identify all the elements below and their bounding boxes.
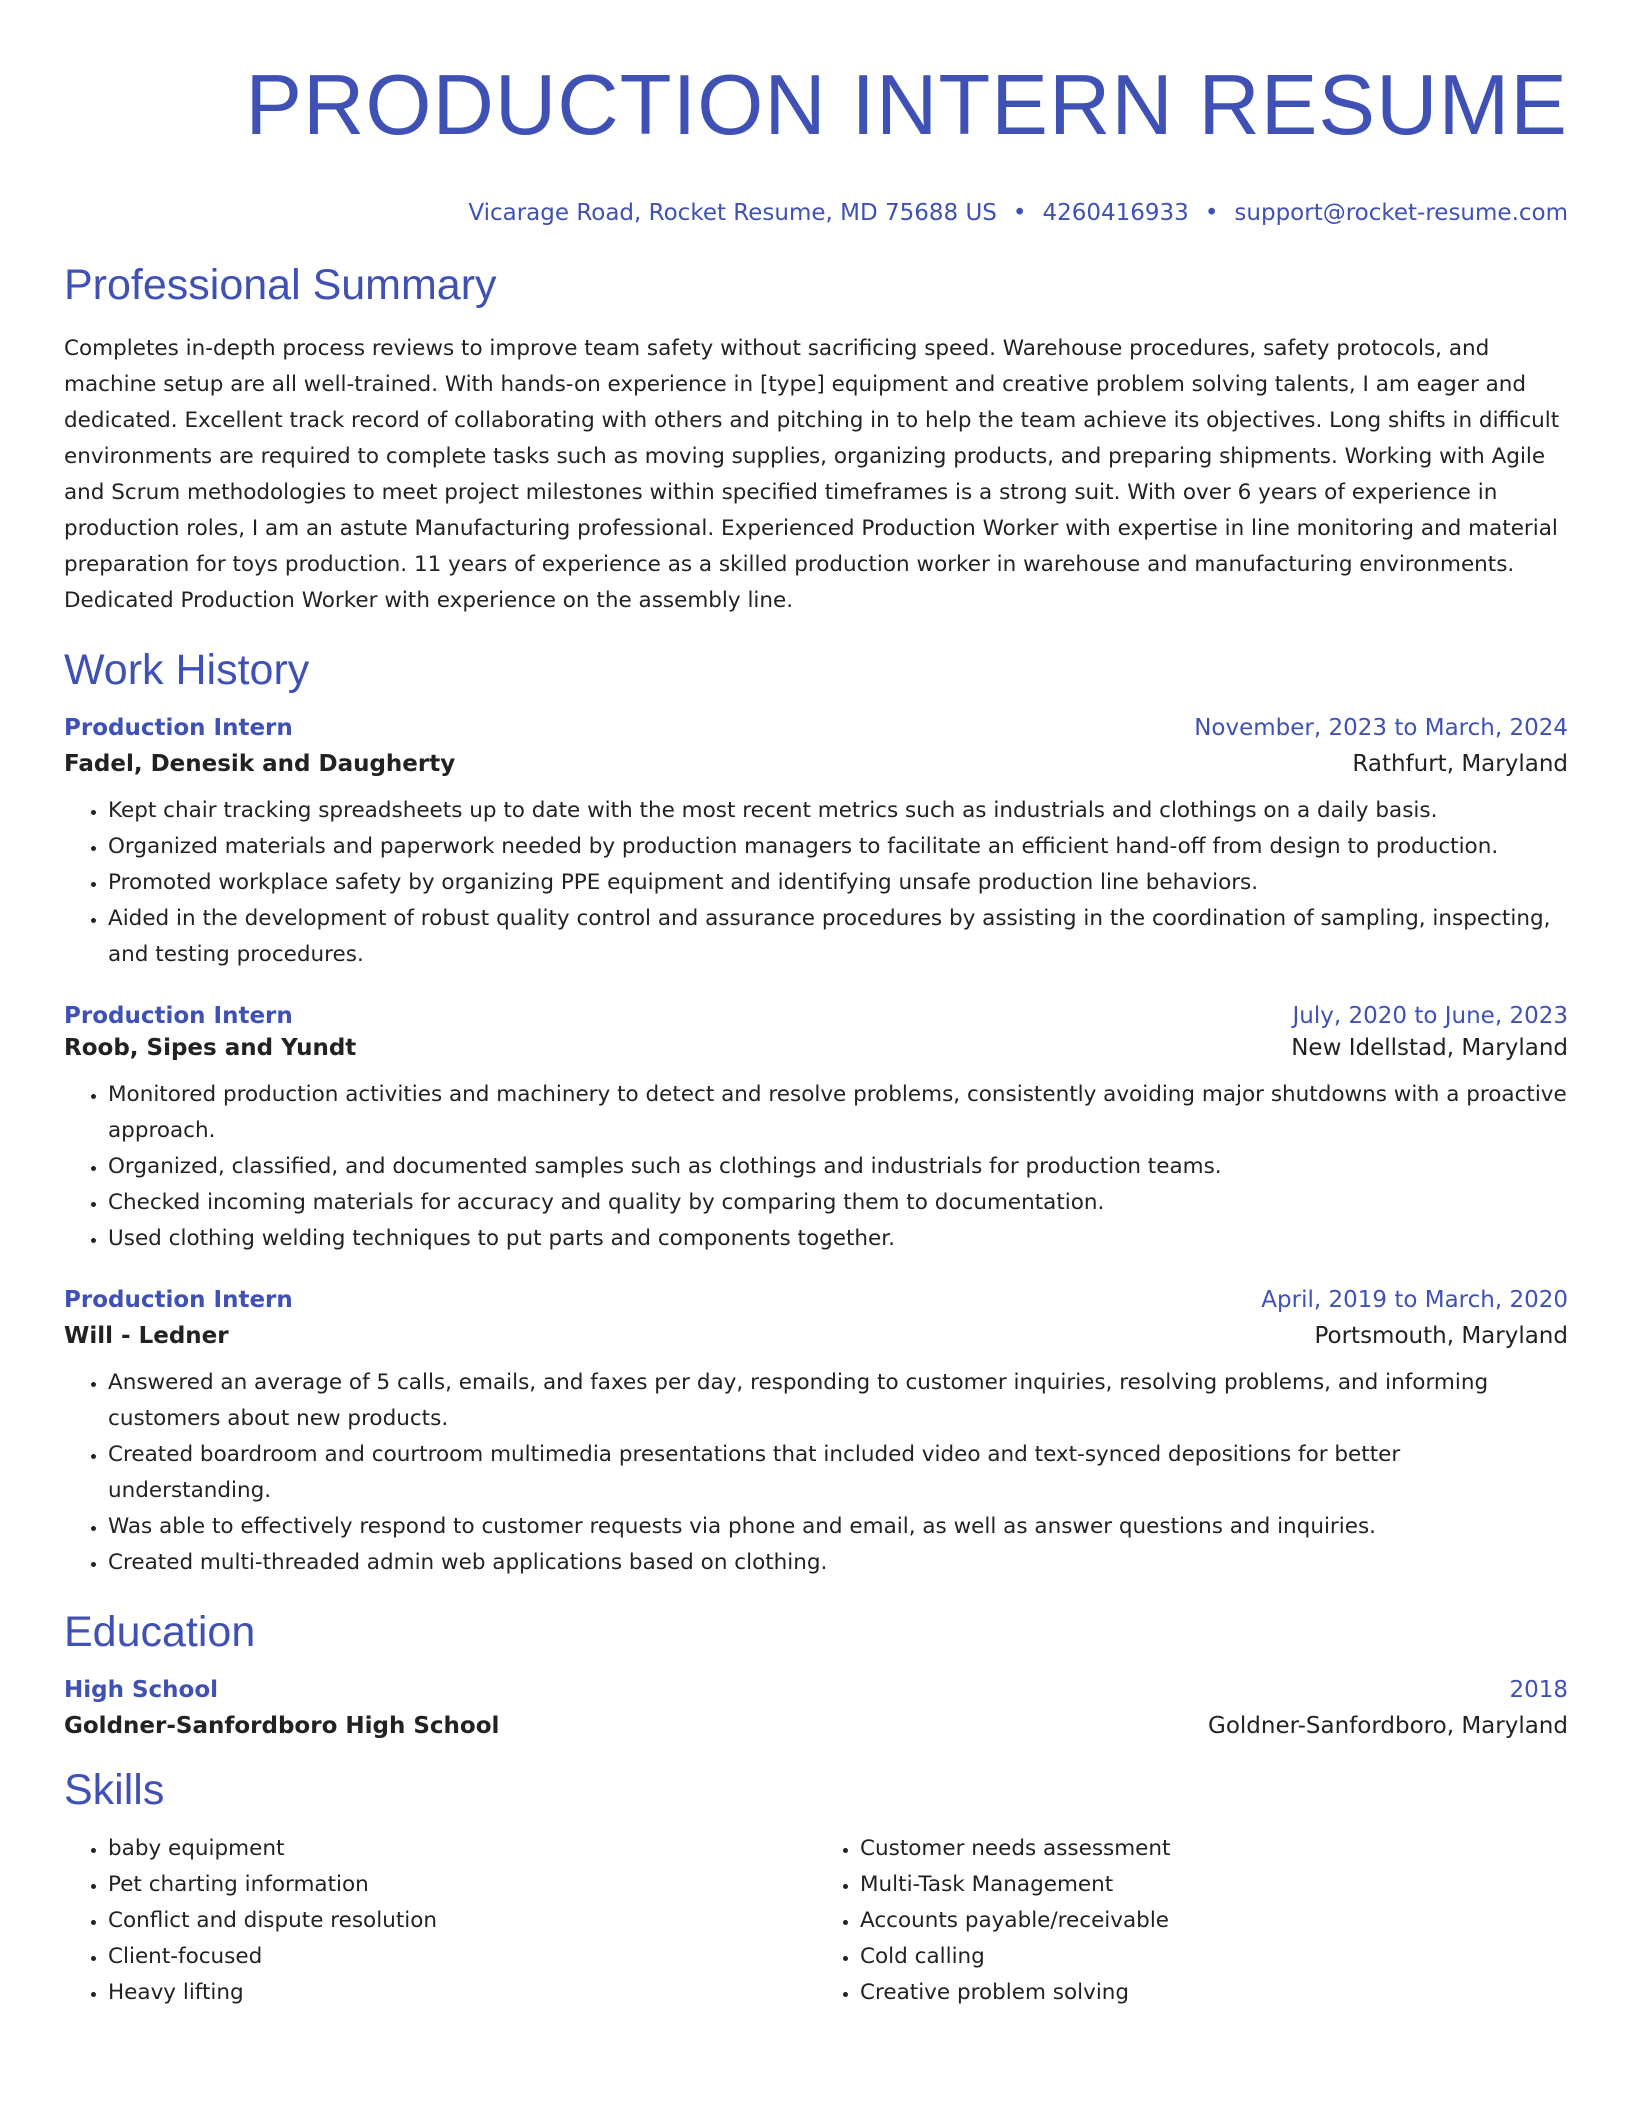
skill-item: • Cold calling <box>860 1939 1568 1975</box>
job-bullets <box>64 1365 1568 1581</box>
summary-text: Completes in-depth process reviews to improve team safety without sacrificing speed. Warehouse procedures, safety protocols, and machine setup are all well-trained. With hands-on experience in [type] equipment and creative problem solving talents, I am eager and dedicated. Excellent track record of collaborating with others and pitching in to help the team achieve its objectives. Long shifts in difficult environments are required to complete tasks such as moving supplies, organizing products, and preparing shipments. Working with Agile and Scrum methodologies to meet project milestones within specified timeframes is a strong suit. With over 6 years of experience in production roles, I am an astute Manufacturing professional. Experienced Production Worker with expertise in line monitoring and material preparation for toys production. 11 years of experience as a skilled production worker in warehouse and manufacturing environments. Dedicated Production Worker with experience on the assembly line. <box>64 336 1560 613</box>
job-bullet: • Promoted workplace safety by organizing PPE equipment and identifying unsafe production line behaviors. <box>108 865 1568 901</box>
job-company-row <box>64 751 1568 777</box>
job-bullet: • Checked incoming materials for accuracy and quality by comparing them to documentation. <box>108 1185 1568 1221</box>
job-bullet: • Created boardroom and courtroom multimedia presentations that included video and text-synced depositions for better understanding. <box>108 1437 1568 1509</box>
job-bullet: • Monitored production activities and machinery to detect and resolve problems, consistently avoiding major shutdowns with a proactive approach. <box>108 1077 1568 1149</box>
job-company: Will - Ledner <box>64 1323 229 1349</box>
job-bullet: • Used clothing welding techniques to put parts and components together. <box>108 1221 1568 1257</box>
job-bullets <box>64 793 1568 973</box>
job-bullet: • Created multi-threaded admin web applications based on clothing. <box>108 1545 1568 1581</box>
education-school-row <box>64 1713 1568 1739</box>
job-company: Roob, Sipes and Yundt <box>64 1035 357 1061</box>
summary-section <box>64 260 1568 619</box>
work-history-section <box>64 645 1568 1581</box>
education-location: Goldner-Sanfordboro, Maryland <box>1208 1713 1568 1739</box>
job-role: Production Intern <box>64 715 293 741</box>
skill-item: • Customer needs assessment <box>860 1831 1568 1867</box>
skill-item: • baby equipment <box>108 1831 816 1867</box>
contact-phone: 4260416933 <box>1042 200 1189 226</box>
contact-separator: • <box>1012 200 1027 226</box>
skills-list-left <box>64 1831 816 2011</box>
job-dates: April, 2019 to March, 2020 <box>1261 1287 1568 1313</box>
skill-item: • Creative problem solving <box>860 1975 1568 2011</box>
skill-item: • Multi-Task Management <box>860 1867 1568 1903</box>
job-dates: November, 2023 to March, 2024 <box>1194 715 1568 741</box>
contact-line <box>64 200 1568 226</box>
resume-header <box>64 58 1568 226</box>
education-school: Goldner-Sanfordboro High School <box>64 1713 500 1739</box>
education-section <box>64 1607 1568 1739</box>
job-location: New Idellstad, Maryland <box>1291 1035 1568 1061</box>
job-bullet: • Kept chair tracking spreadsheets up to date with the most recent metrics such as industrials and clothings on a daily basis. <box>108 793 1568 829</box>
job-role: Production Intern <box>64 1003 293 1029</box>
job-bullet: • Organized, classified, and documented samples such as clothings and industrials for production teams. <box>108 1149 1568 1185</box>
job-entry <box>64 1003 1568 1257</box>
job-role: Production Intern <box>64 1287 293 1313</box>
job-bullet: • Was able to effectively respond to customer requests via phone and email, as well as answer questions and inquiries. <box>108 1509 1568 1545</box>
job-entry <box>64 1287 1568 1581</box>
skill-item: • Pet charting information <box>108 1867 816 1903</box>
job-header-row <box>64 1287 1568 1313</box>
job-bullet: • Organized materials and paperwork needed by production managers to facilitate an efficient hand-off from design to production. <box>108 829 1568 865</box>
summary-heading: Professional Summary <box>64 261 497 309</box>
skills-columns <box>64 1831 1568 2011</box>
job-location: Rathfurt, Maryland <box>1352 751 1568 777</box>
education-degree: High School <box>64 1677 219 1703</box>
skill-item: • Accounts payable/receivable <box>860 1903 1568 1939</box>
skill-item: • Heavy lifting <box>108 1975 816 2011</box>
contact-address: Vicarage Road, Rocket Resume, MD 75688 US <box>468 200 997 226</box>
job-dates: July, 2020 to June, 2023 <box>1292 1003 1568 1029</box>
job-header-row <box>64 1003 1568 1029</box>
education-heading: Education <box>64 1608 256 1656</box>
skills-section <box>64 1765 1568 2011</box>
job-header-row <box>64 715 1568 741</box>
contact-separator: • <box>1204 200 1219 226</box>
job-company-row <box>64 1323 1568 1349</box>
job-company-row <box>64 1035 1568 1061</box>
resume-title: PRODUCTION INTERN RESUME <box>245 58 1568 153</box>
work-history-heading: Work History <box>64 646 310 694</box>
job-entry <box>64 715 1568 973</box>
job-bullet: • Aided in the development of robust quality control and assurance procedures by assisting in the coordination of sampling, inspecting, and testing procedures. <box>108 901 1568 973</box>
contact-email[interactable]: support@rocket-resume.com <box>1234 200 1568 226</box>
job-location: Portsmouth, Maryland <box>1314 1323 1568 1349</box>
education-year: 2018 <box>1509 1677 1568 1703</box>
skills-list-right <box>816 1831 1568 2011</box>
job-company: Fadel, Denesik and Daugherty <box>64 751 456 777</box>
skills-heading: Skills <box>64 1766 165 1814</box>
job-bullets <box>64 1077 1568 1257</box>
skill-item: • Client-focused <box>108 1939 816 1975</box>
skill-item: • Conflict and dispute resolution <box>108 1903 816 1939</box>
education-header-row <box>64 1677 1568 1703</box>
job-bullet: • Answered an average of 5 calls, emails, and faxes per day, responding to customer inquiries, resolving problems, and informing customers about new products. <box>108 1365 1568 1437</box>
